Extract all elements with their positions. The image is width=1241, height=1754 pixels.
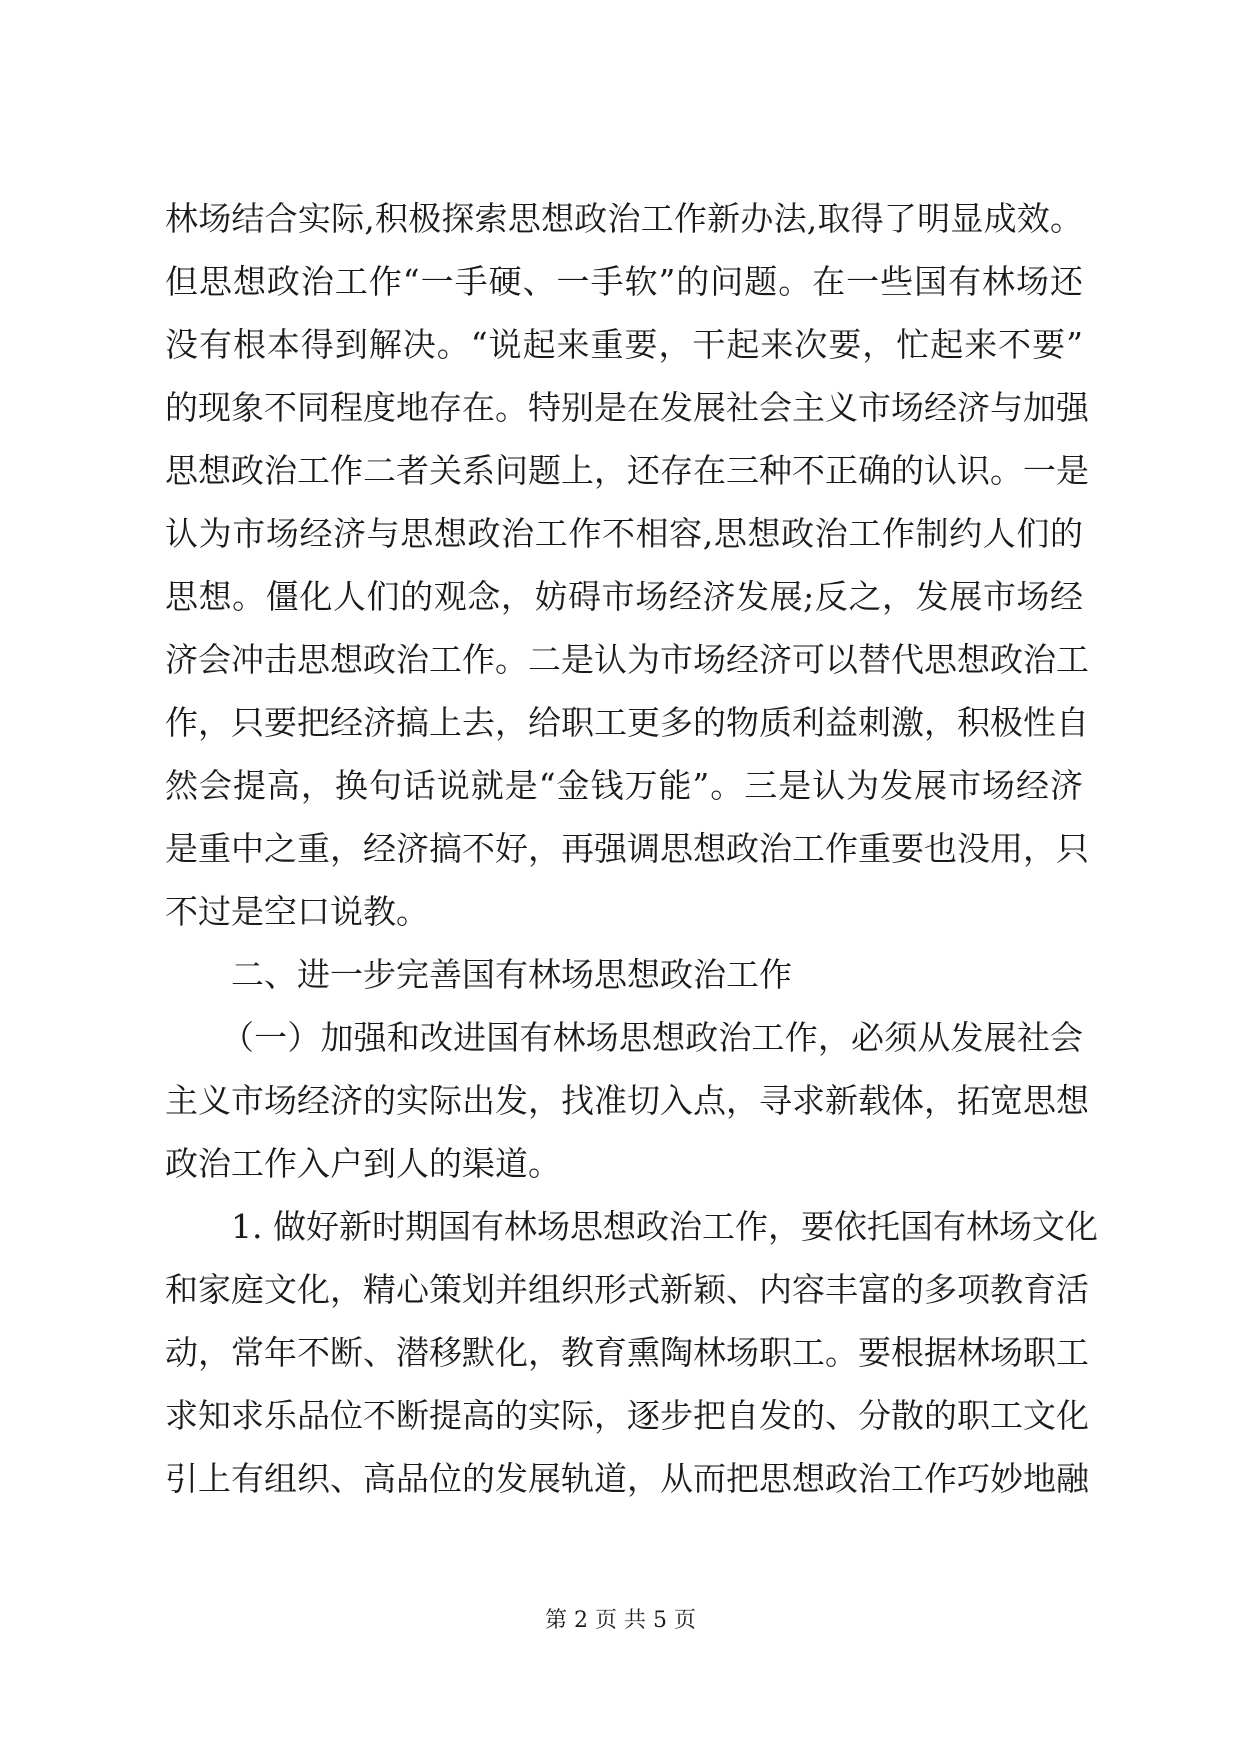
text-line: 引上有组织、高品位的发展轨道，从而把思想政治工作巧妙地融 [165,1459,1089,1498]
page-indicator: 第 2 页 共 5 页 [545,1608,696,1633]
text-line: 林场结合实际,积极探索思想政治工作新办法,取得了明显成效。 [165,199,1083,238]
text-line: 求知求乐品位不断提高的实际，逐步把自发的、分散的职工文化 [165,1396,1089,1435]
text-line: 思想政治工作二者关系问题上，还存在三种不正确的认识。一是 [165,451,1089,490]
text-line: 但思想政治工作“一手硬、一手软”的问题。在一些国有林场还 [165,262,1083,301]
text-line: 的现象不同程度地存在。特别是在发展社会主义市场经济与加强 [165,388,1089,427]
text-line: 济会冲击思想政治工作。二是认为市场经济可以替代思想政治工 [165,640,1089,679]
document-body [165,199,1098,1523]
section-heading: 二、进一步完善国有林场思想政治工作 [231,955,792,994]
text-line: 政治工作入户到人的渠道。 [165,1144,561,1183]
text-line: 1. 做好新时期国有林场思想政治工作，要依托国有林场文化 [231,1207,1098,1246]
text-line: （一）加强和改进国有林场思想政治工作，必须从发展社会 [221,1018,1083,1057]
text-line: 认为市场经济与思想政治工作不相容,思想政治工作制约人们的 [165,514,1083,553]
text-line: 和家庭文化，精心策划并组织形式新颖、内容丰富的多项教育活 [165,1270,1089,1309]
text-line: 思想。僵化人们的观念，妨碍市场经济发展;反之，发展市场经 [165,577,1083,616]
text-line: 然会提高，换句话说就是“金钱万能”。三是认为发展市场经济 [165,766,1083,805]
text-line: 动，常年不断、潜移默化，教育熏陶林场职工。要根据林场职工 [165,1333,1089,1372]
text-line: 不过是空口说教。 [165,892,429,931]
text-line: 作，只要把经济搞上去，给职工更多的物质利益刺激，积极性自 [165,703,1089,742]
text-line: 主义市场经济的实际出发，找准切入点，寻求新载体，拓宽思想 [165,1081,1089,1120]
page-footer [0,1608,1241,1634]
text-line: 是重中之重，经济搞不好，再强调思想政治工作重要也没用，只 [165,829,1089,868]
text-line: 没有根本得到解决。“说起来重要，干起来次要，忙起来不要” [165,325,1083,364]
